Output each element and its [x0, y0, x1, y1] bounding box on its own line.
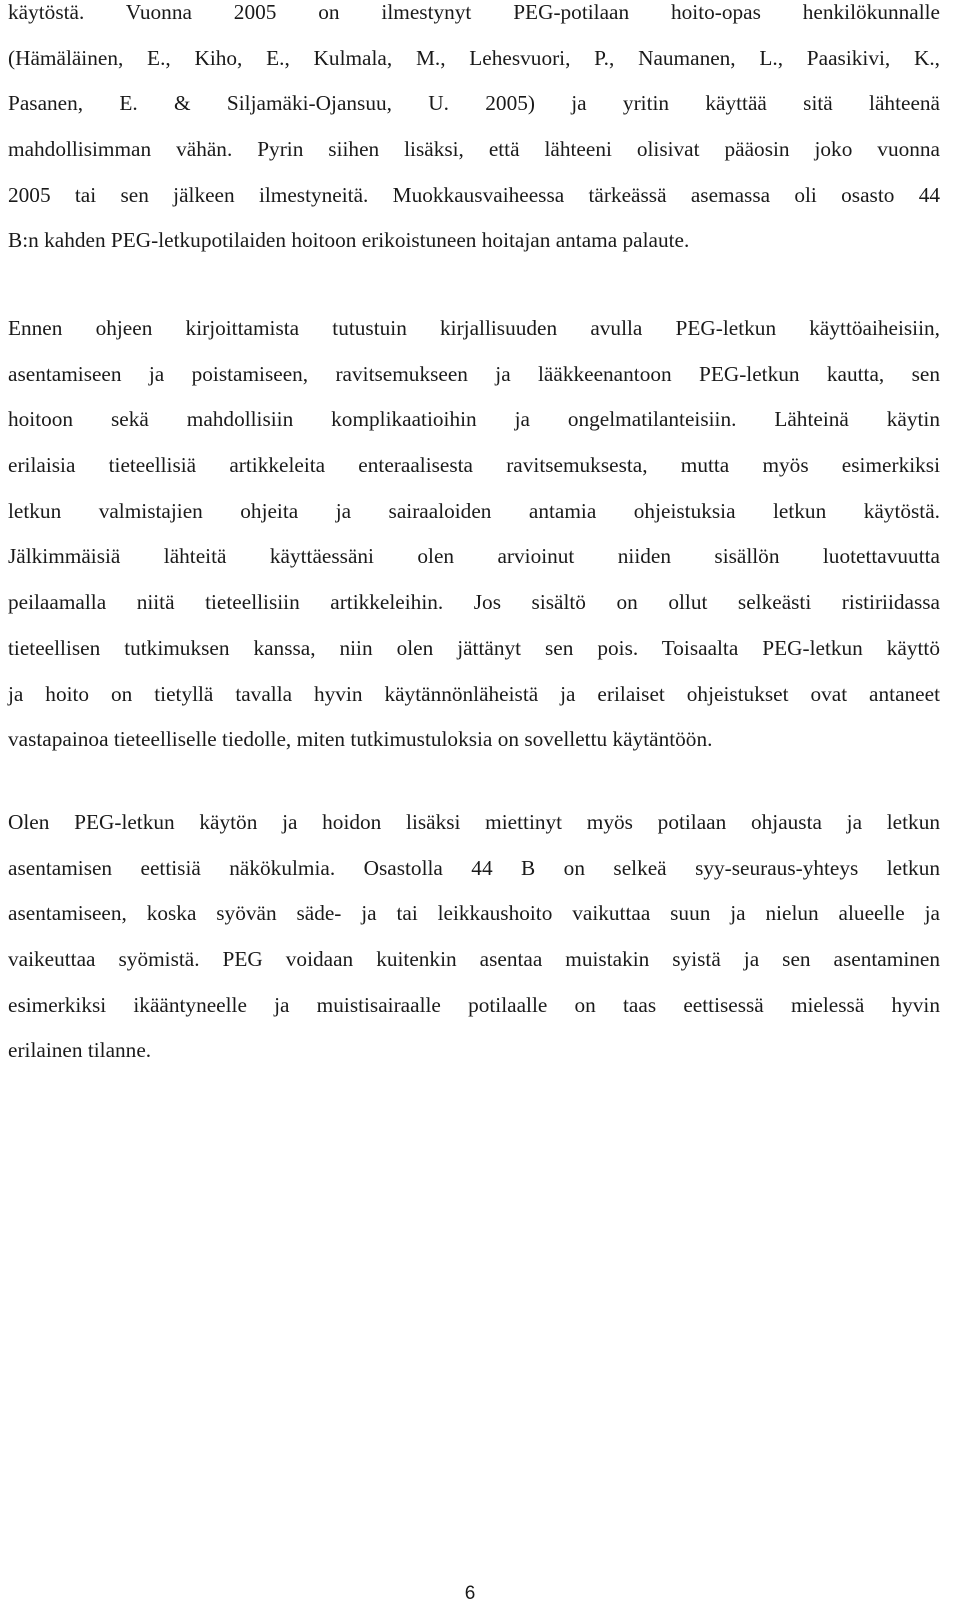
text-line: vastapainoa tieteelliselle tiedolle, miten tutkimustuloksia on sovellettu käytäntöön.: [8, 727, 713, 752]
text-line: käytöstä. Vuonna 2005 on ilmestynyt PEG-potilaan hoito-opas henkilökunnalle: [8, 0, 940, 24]
text-line: esimerkiksi ikääntyneelle ja muistisairaalle potilaalle on taas eettisessä mielessä hyvin: [8, 992, 940, 1017]
text-line: (Hämäläinen, E., Kiho, E., Kulmala, M., Lehesvuori, P., Naumanen, L., Paasikivi, K.,: [8, 45, 940, 70]
text-line: asentamiseen ja poistamiseen, ravitsemukseen ja lääkkeenantoon PEG-letkun kautta, sen: [8, 361, 940, 386]
paragraph-1: [8, 0, 940, 266]
paragraph-2: [8, 308, 940, 765]
text-line: Ennen ohjeen kirjoittamista tutustuin kirjallisuuden avulla PEG-letkun käyttöaiheisiin,: [8, 316, 940, 340]
text-line: ja hoito on tietyllä tavalla hyvin käytännönläheistä ja erilaiset ohjeistukset ovat antaneet: [8, 681, 940, 706]
text-line: asentamisen eettisiä näkökulmia. Osastolla 44 B on selkeä syy-seuraus-yhteys letkun: [8, 855, 940, 880]
text-line: letkun valmistajien ohjeita ja sairaaloiden antamia ohjeistuksia letkun käytöstä.: [8, 498, 940, 523]
text-line: tieteellisen tutkimuksen kanssa, niin olen jättänyt sen pois. Toisaalta PEG-letkun käyttö: [8, 635, 940, 660]
text-line: peilaamalla niitä tieteellisiin artikkeleihin. Jos sisältö on ollut selkeästi ristiriidassa: [8, 590, 940, 615]
text-line: 2005 tai sen jälkeen ilmestyneitä. Muokkausvaiheessa tärkeässä asemassa oli osasto 44: [8, 182, 940, 207]
text-line: Jälkimmäisiä lähteitä käyttäessäni olen arvioinut niiden sisällön luotettavuutta: [8, 544, 940, 569]
text-line: hoitoon sekä mahdollisiin komplikaatioihin ja ongelmatilanteisiin. Lähteinä käytin: [8, 407, 940, 432]
text-line: B:n kahden PEG-letkupotilaiden hoitoon erikoistuneen hoitajan antama palaute.: [8, 228, 690, 253]
text-line: mahdollisimman vähän. Pyrin siihen lisäksi, että lähteeni olisivat pääosin joko vuonna: [8, 137, 940, 162]
text-line: erilaisia tieteellisiä artikkeleita enteraalisesta ravitsemuksesta, mutta myös esimerkiksi: [8, 453, 940, 478]
text-line: Pasanen, E. & Siljamäki-Ojansuu, U. 2005) ja yritin käyttää sitä lähteenä: [8, 91, 940, 116]
text-line: Olen PEG-letkun käytön ja hoidon lisäksi miettinyt myös potilaan ohjausta ja letkun: [8, 810, 940, 834]
page-number: 6: [464, 1583, 476, 1604]
text-line: vaikeuttaa syömistä. PEG voidaan kuitenkin asentaa muistakin syistä ja sen asentaminen: [8, 947, 940, 972]
text-line: asentamiseen, koska syövän säde- ja tai leikkaushoito vaikuttaa suun ja nielun alueelle ja: [8, 901, 940, 926]
text-line: erilainen tilanne.: [8, 1038, 152, 1063]
paragraph-3: [8, 802, 940, 1076]
